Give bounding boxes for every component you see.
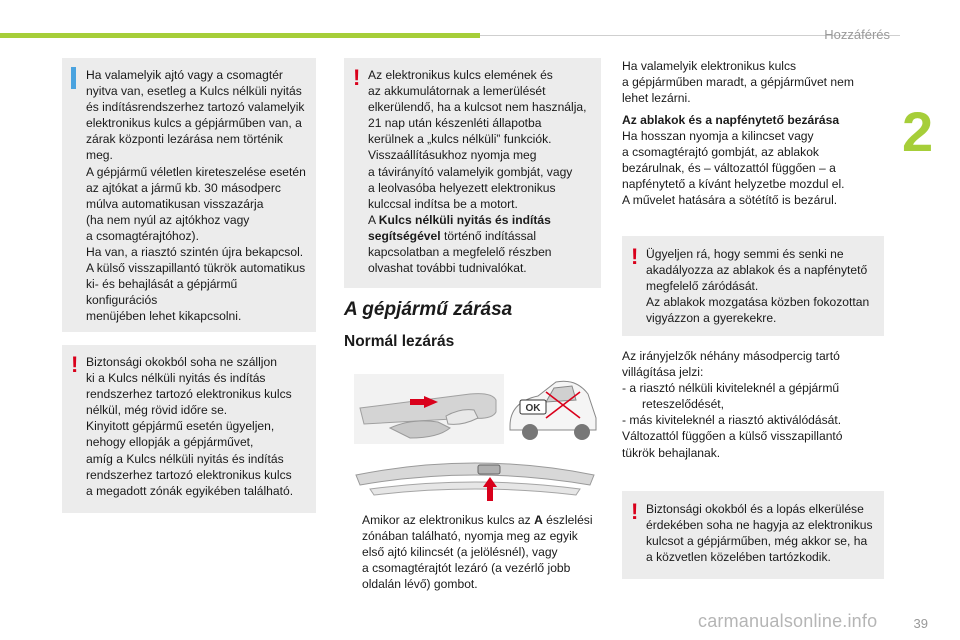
keyless-entry-term: Kulcs nélküli nyitás és indítás: [378, 212, 551, 227]
page-number: 39: [913, 616, 928, 631]
windows-heading: Az ablakok és a napfénytető bezárása: [622, 113, 840, 127]
warning-exclamation-icon: !: [631, 244, 639, 269]
main-heading: A gépjármű zárása: [344, 299, 513, 320]
warning-box-text: Az elektronikus kulcs elemének és az akkumulátornak a lemerülését elkerülendő, ha a kulcsot nem használja, 21 nap után készenléti állapotba kerülnek a „kulcs nélküli” funkciók. Visszaállításukhoz nyomja meg a távirányító valamelyik gombját, vagy a leolvasóba helyezett elektronikus kulccsal indítsa be a motort. A Kulcs nélküli nyitás és indítás segítségével történő indítással kapcsolatban a megfelelő részben olvashat további tudnivalókat.: [368, 68, 587, 276]
info-marker-icon: [71, 67, 76, 89]
warning-exclamation-icon: !: [353, 65, 361, 90]
section-title: Hozzáférés: [824, 27, 890, 42]
key-in-car-paragraph: Ha valamelyik elektronikus kulcs a gépjárműben maradt, a gépjárművet nem lehet lezárni.: [622, 59, 854, 106]
warning-exclamation-icon: !: [71, 352, 79, 377]
warning-box-battery: [344, 58, 601, 288]
warning-box-key-left-in-car: [622, 491, 884, 579]
warning-box-text: Biztonsági okokból soha ne szálljon ki a Kulcs nélküli nyitás és indítás rendszerhez tartozó elektronikus kulcs nélkül, még rövid időre se. Kinyitott gépjármű esetén ügyeljen, nehogy ellopják a gépjárművet, amíg a Kulcs nélküli nyitás és indítás rendszerhez tartozó elektronikus kulcs a megadott zónák egyikében található.: [86, 355, 294, 498]
info-box: [62, 58, 316, 332]
warning-box-keyless-exit: [62, 345, 316, 513]
zone-a-label: A: [534, 513, 543, 527]
indicators-paragraph: Az irányjelzők néhány másodpercig tartó villágítása jelzi: - a riasztó nélküli kiviteleknél a gépjármű reteszelődését, - más kiviteleknél a riasztó aktiválódását. Változattól függően a külső visszapillantó tükrök behajlanak.: [622, 349, 843, 460]
door-handle-illustration: [350, 368, 600, 448]
info-box-text: Ha valamelyik ajtó vagy a csomagtér nyitva van, esetleg a Kulcs nélküli nyitás és indításrendszerhez tartozó valamelyik elektronikus kulcs a gépjárműben van, a zárak központi lezárása nem történik meg. A gépjármű véletlen kireteszelése esetén az ajtókat a jármű kb. 30 másodperc múlva automatikusan visszazárja (ha nem nyúl az ajtókhoz vagy a csomagtérajtóhoz). Ha van, a riasztó szintén újra bekapcsol. A külső visszapillantó tükrök automatikus ki- és behajlását a gépjármű konfigurációs menüjében lehet kikapcsolni.: [86, 68, 306, 324]
chapter-number: 2: [902, 100, 934, 163]
sub-heading: Normál lezárás: [344, 333, 455, 350]
warning-box-text: Ügyeljen rá, hogy semmi és senki ne akadályozza az ablakok és a napfénytető megfelelő záródását. Az ablakok mozgatása közben fokozottan vigyázzon a gyerekekre.: [646, 247, 870, 326]
header-accent-bar: [0, 33, 480, 38]
windows-closing-paragraph: Az ablakok és a napfénytető bezárása Ha hosszan nyomja a kilincset vagy a csomagtérajtó gombját, az ablakok bezárulnak, és – változattól függően – a napfénytető a kívánt helyzetbe mozdul el. A művelet hatására a sötétítő is bezárul.: [622, 112, 882, 209]
tailgate-button-illustration: [350, 455, 600, 503]
lock-instruction-bullet: Amikor az elektronikus kulcs az A észlelési zónában található, nyomja meg az egyik első ajtó kilincsét (a jelölésnél), vagy a csomagtérajtót lezáró (a vezérlő jobb oldalán lévő) gombot.: [362, 513, 593, 592]
warning-exclamation-icon: !: [631, 499, 639, 524]
warning-box-windows: [622, 236, 884, 336]
watermark: carmanualsonline.info: [698, 611, 878, 631]
ok-label: OK: [525, 403, 541, 414]
warning-box-text: Biztonsági okokból és a lopás elkerülése érdekében soha ne hagyja az elektronikus kulcsot a gépjárműben, még akkor se, ha a közvetlen közelében tartózkodik.: [646, 502, 873, 565]
